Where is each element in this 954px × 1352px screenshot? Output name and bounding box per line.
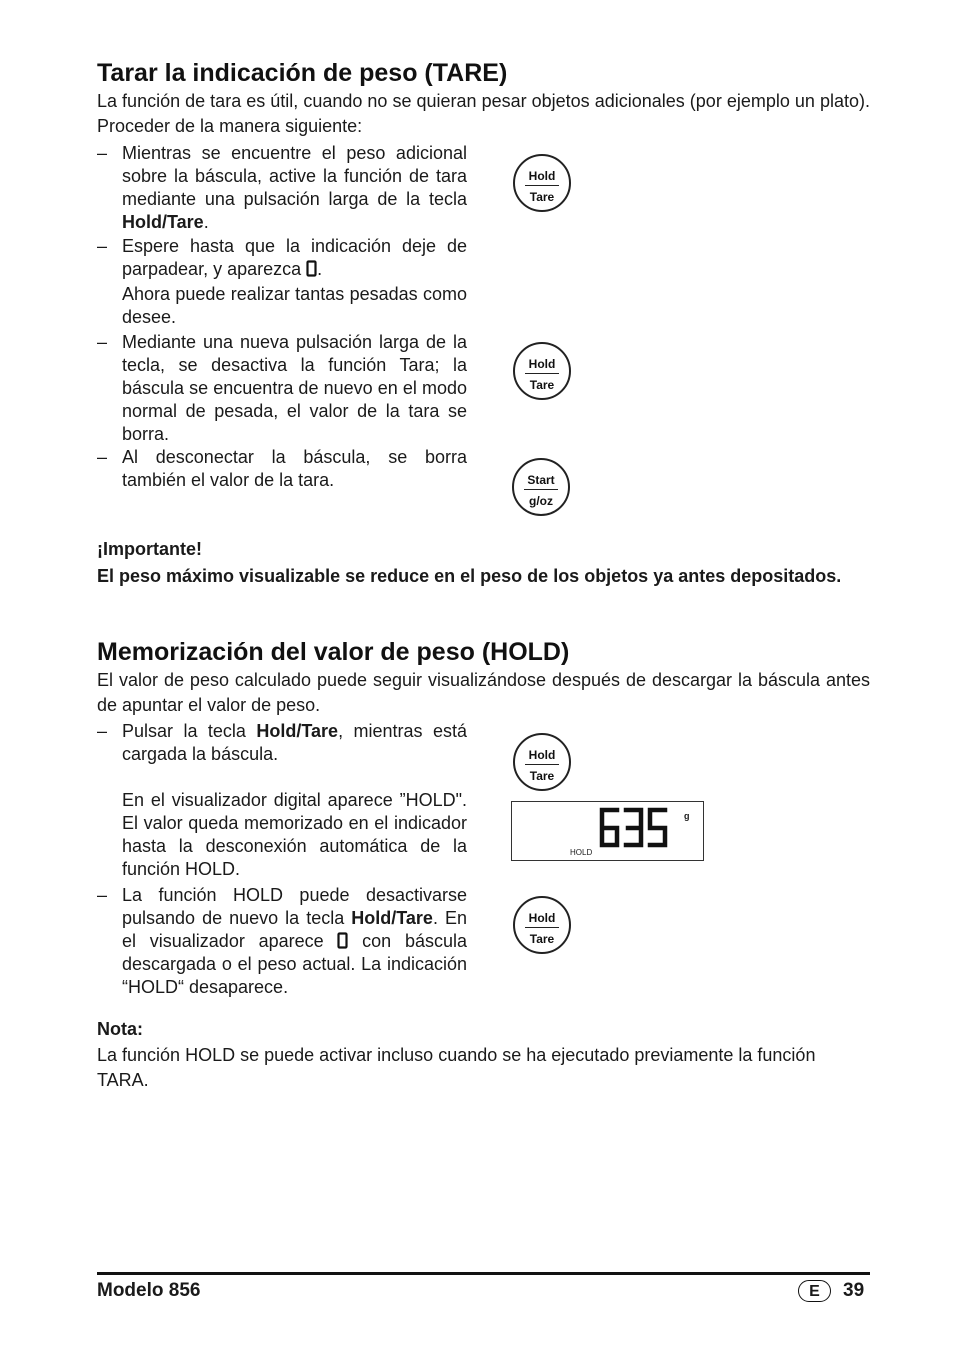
key-reference: Hold/Tare [122,212,204,232]
bullet-dash: – [97,332,108,352]
key-reference: Hold/Tare [256,721,339,741]
key-label-top: Hold [528,357,556,371]
start-goz-key-icon [512,458,570,516]
lcd-unit: g [684,811,690,821]
hold-tare-key-icon [513,154,571,212]
key-label-bottom: g/oz [529,494,553,508]
tare-bullet-3-text: Mediante una nueva pulsación larga de la tecla, se desactiva la función Tara; la báscula se encuentra de nuevo en el modo normal de pesada, el valor de la tara se borra. [122,332,467,444]
key-label-top: Start [527,473,555,487]
lcd-display [511,801,704,861]
lcd-mode: HOLD [570,848,593,857]
footer-model: Modelo 856 [97,1280,201,1301]
note-text: La función HOLD se puede activar incluso cuando se ha ejecutado previamente la función TARA. [97,1045,816,1090]
hold-bullet-1-note: En el visualizador digital aparece ”HOLD". El valor queda memorizado en el indicador hasta la desconexión automática de la función HOLD. [122,790,467,879]
tare-bullet-2-text: Espere hasta que la indicación deje de parpadear, y aparezca [122,236,467,279]
lcd-zero-glyph [256,210,317,277]
page-number: 39 [843,1280,865,1301]
hold-intro: El valor de peso calculado puede seguir visualizándose después de descargar la báscula antes de apuntar el valor de peso. [97,670,870,715]
tare-bullet-1-end: . [203,212,209,232]
tare-bullet-2-note: Ahora puede realizar tantas pesadas como desee. [122,284,467,327]
hold-tare-key-icon [513,733,571,791]
note-heading: Nota: [97,1019,143,1039]
bullet-dash: – [97,885,108,905]
hold-bullet-1-text: Pulsar la tecla [122,721,257,741]
tare-bullet-4 [97,446,467,492]
tare-bullet-3 [97,331,467,446]
hold-bullet-2-mid: . En el visualizador aparece [122,908,467,951]
footer-rule [97,1272,870,1275]
key-label-bottom: Tare [529,769,555,783]
tare-intro: La función de tara es útil, cuando no se quieran pesar objetos adicionales (por ejemplo un plato). Proceder de la manera siguiente: [97,91,870,136]
key-label-bottom: Tare [529,378,555,392]
tare-bullet-4-text: Al desconectar la báscula, se borra también el valor de la tara. [122,447,467,490]
footer-page [798,1279,864,1303]
lcd-zero-glyph [337,932,348,949]
tare-bullet-1-text: Mientras se encuentre el peso adicional sobre la báscula, active la función de tara mediante una pulsación larga de la tecla [122,143,467,209]
hold-bullet-2 [97,884,467,999]
important-text: El peso máximo visualizable se reduce en el peso de los objetos ya antes depositados. [97,566,842,586]
key-label-top: Hold [528,748,556,762]
section-title-tare: Tarar la indicación de peso (TARE) [97,59,508,87]
bullet-dash: – [97,143,108,163]
hold-bullet-2-text: La función HOLD puede desactivarse pulsando de nuevo la tecla [122,885,467,928]
tare-bullet-1 [97,142,467,234]
section-title-hold: Memorización del valor de peso (HOLD) [97,638,570,666]
key-label-bottom: Tare [529,190,555,204]
tare-bullet-2-end: . [317,259,323,279]
key-reference: Hold/Tare [351,908,433,928]
hold-bullet-1-end: , mientras está cargada la báscula. [122,721,468,764]
hold-bullet-1 [97,720,467,881]
hold-tare-key-icon [513,342,571,400]
language-badge: E [798,1280,831,1302]
bullet-dash: – [97,447,108,467]
key-label-top: Hold [528,169,556,183]
important-heading: ¡Importante! [97,539,202,559]
bullet-dash: – [97,236,108,256]
key-label-top: Hold [528,911,556,925]
bullet-dash: – [97,721,108,741]
key-label-bottom: Tare [529,932,555,946]
lcd-digits [602,810,665,845]
hold-tare-key-icon [513,896,571,954]
lcd-zero-value: 0 [256,210,257,211]
hold-bullet-2-end: con báscula descargada o el peso actual. La indicación “HOLD“ desaparece. [122,931,467,997]
